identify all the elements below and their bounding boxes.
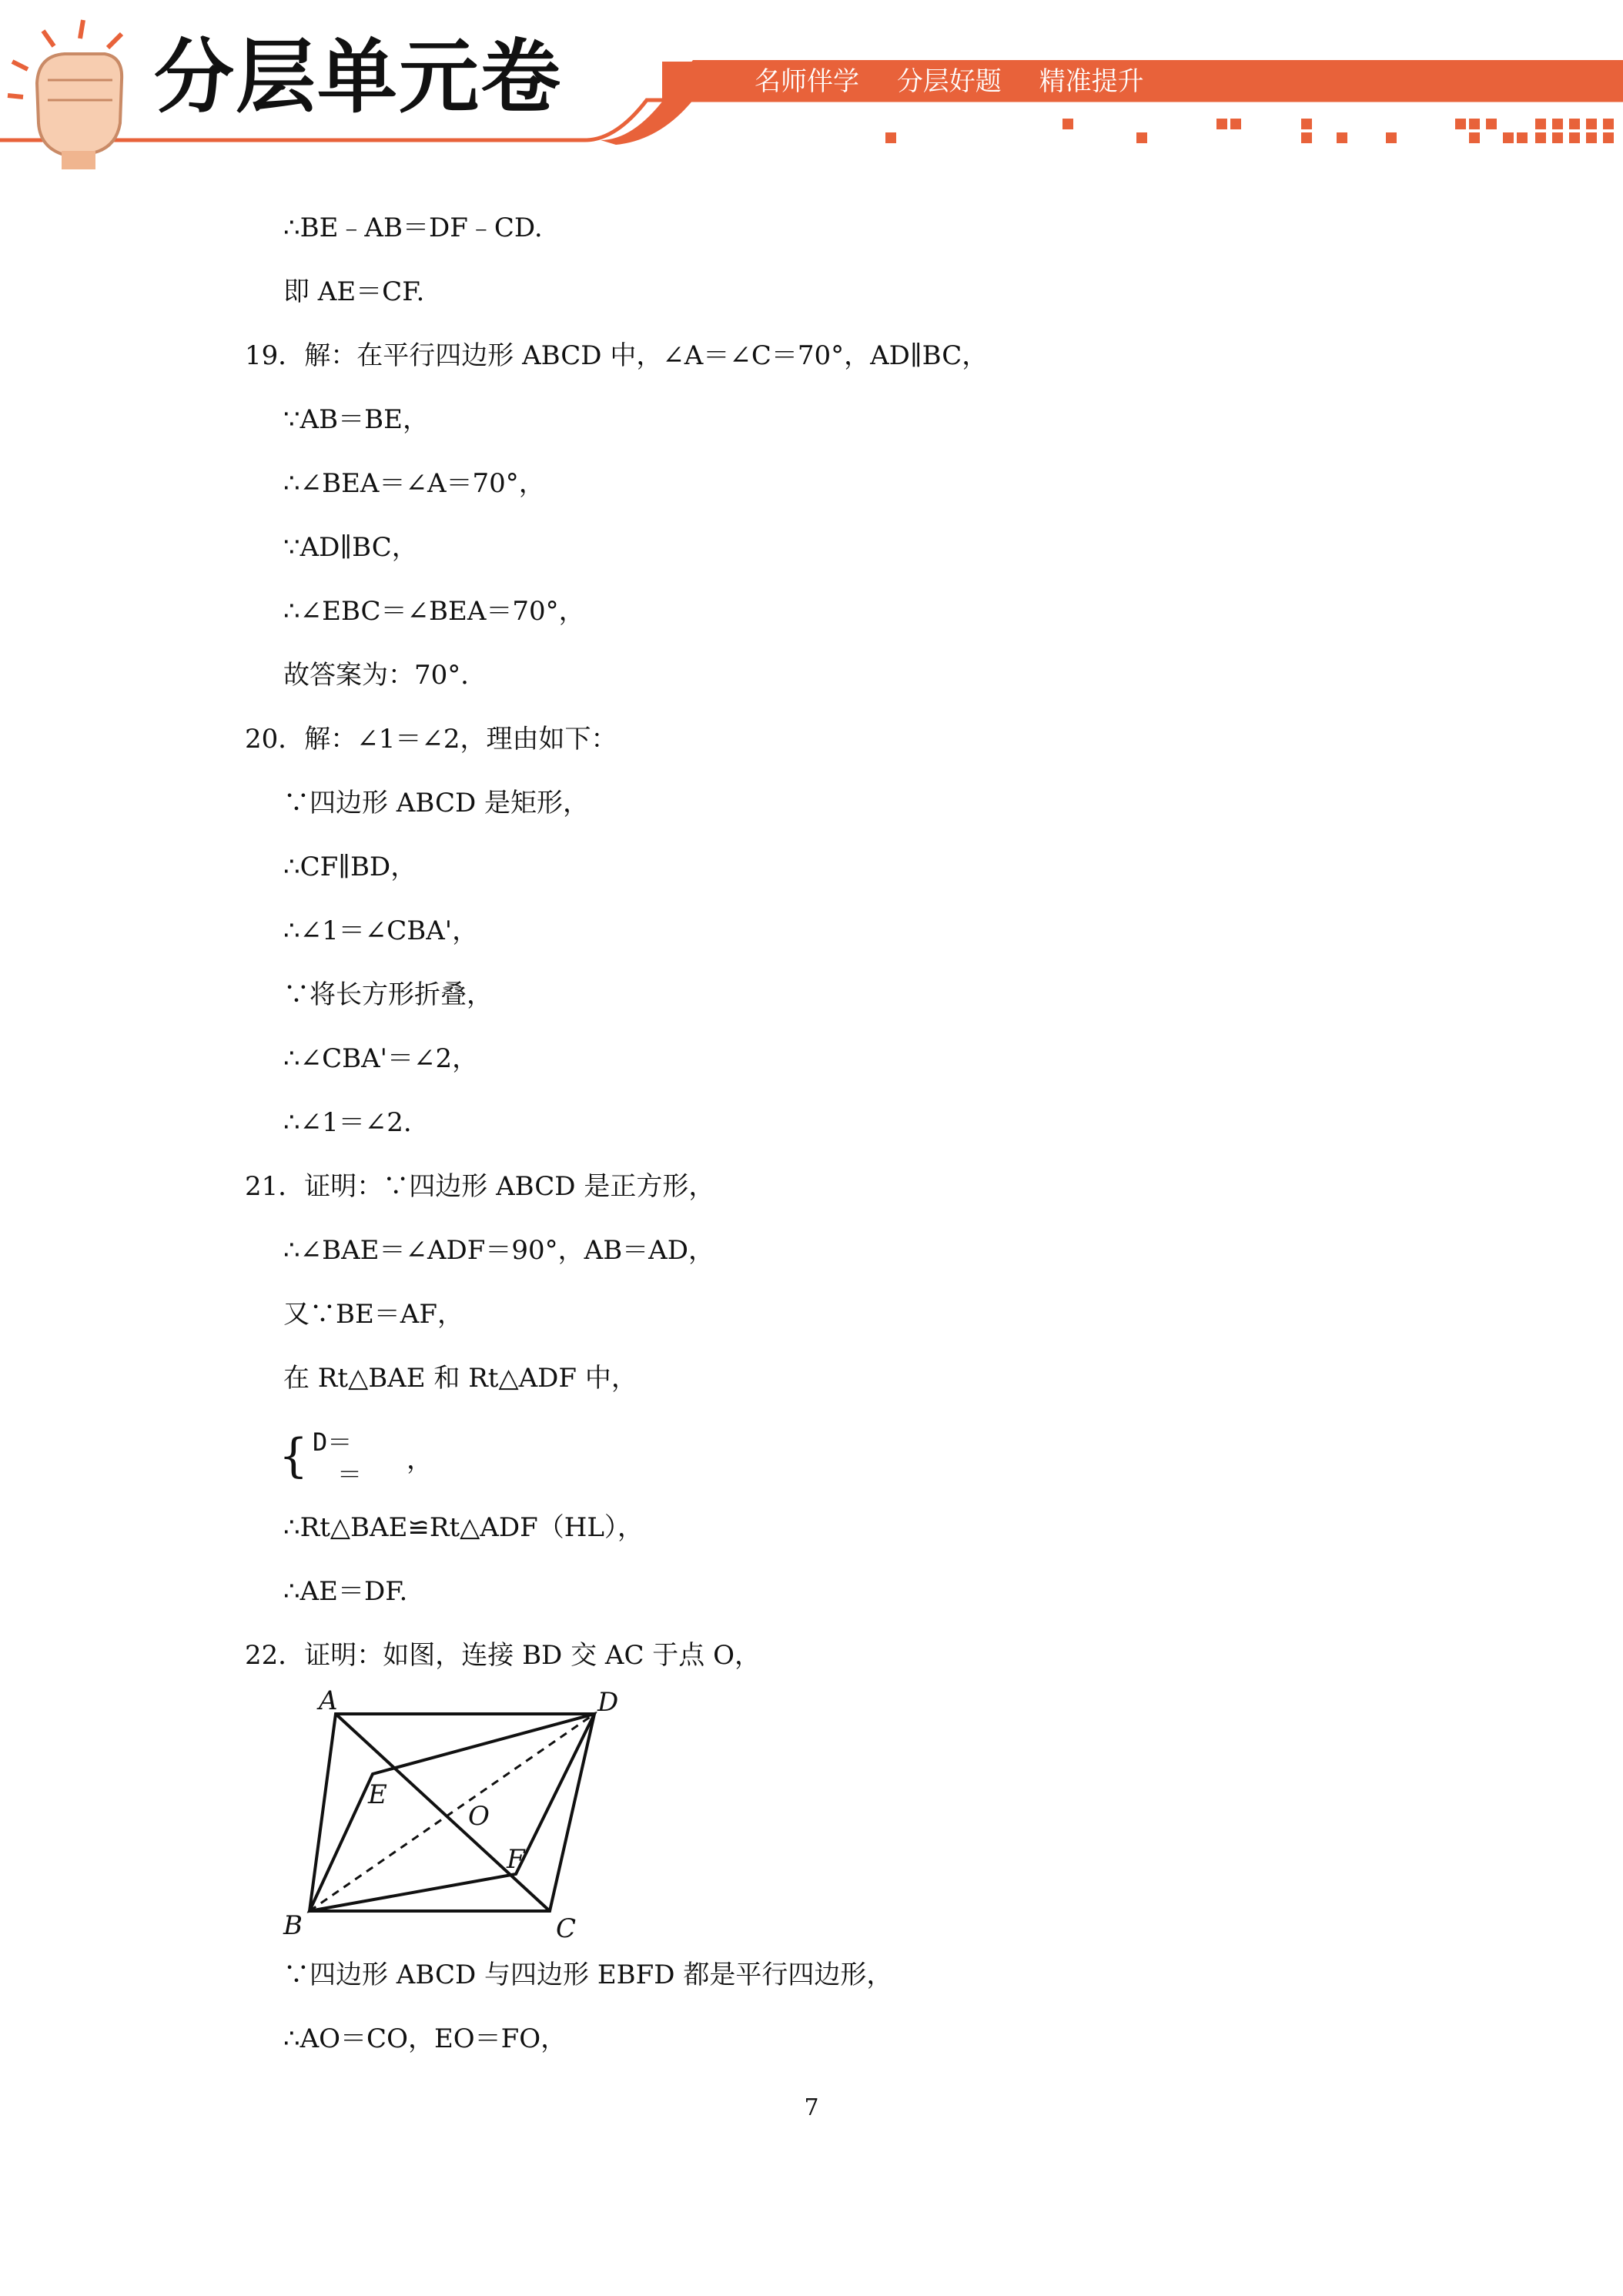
text-line: ∴BE﹣AB＝DF﹣CD. [283, 213, 543, 243]
text-line: ∵AD∥BC， [283, 532, 418, 563]
label-a: A [319, 1688, 338, 1716]
diagonal-ac [336, 1714, 550, 1911]
slogan-item: 名师伴学 [755, 66, 859, 97]
text-line: ∴∠BAE＝∠ADF＝90°，AB＝AD， [283, 1235, 714, 1266]
page-number: 7 [804, 2094, 819, 2121]
parallelogram-diagram [277, 1688, 631, 1942]
question-22-heading: 22．证明：如图，连接 BD 交 AC 于点 O， [245, 1640, 761, 1671]
slogan-item: 分层好题 [896, 66, 1002, 97]
answer-line: 故答案为：70°． [283, 660, 487, 691]
question-20-heading: 20．解：∠1＝∠2，理由如下： [245, 724, 617, 755]
text-line: ∵AB＝BE， [283, 404, 429, 435]
text-line: ∴∠CBA'＝∠2， [283, 1043, 479, 1074]
label-o: O [468, 1801, 490, 1832]
text-line: ∴∠1＝∠CBA'， [283, 915, 479, 946]
equation-row: ＝ [337, 1460, 363, 1489]
label-c: C [556, 1913, 577, 1942]
geometry-figure [277, 1688, 631, 1945]
text-line: ∵将长方形折叠， [283, 979, 493, 1010]
diagonal-bd-dashed [310, 1714, 594, 1911]
equation-comma: ， [407, 1444, 433, 1475]
question-19-heading: 19．解：在平行四边形 ABCD 中，∠A＝∠C＝70°，AD∥BC， [245, 340, 989, 371]
left-brace: { [279, 1429, 309, 1483]
label-b: B [283, 1910, 303, 1941]
text-line: 在 Rt△BAE 和 Rt△ADF 中， [283, 1363, 637, 1394]
question-21-heading: 21．证明：∵四边形 ABCD 是正方形， [245, 1171, 715, 1202]
text-line: 又∵BE＝AF， [283, 1299, 463, 1330]
label-d: D [597, 1688, 619, 1718]
slogan-item: 精准提升 [1039, 66, 1144, 97]
text-line: 即 AE＝CF. [283, 276, 425, 307]
fist-hand-icon [8, 20, 122, 169]
text-line: ∴∠BEA＝∠A＝70°， [283, 468, 545, 499]
text-line: ∵四边形 ABCD 与四边形 EBFD 都是平行四边形， [283, 1960, 893, 1990]
header-slogan [755, 62, 1173, 102]
equation-system [279, 1418, 479, 1495]
text-line: ∴∠1＝∠2. [283, 1107, 412, 1138]
label-e: E [368, 1779, 387, 1810]
text-line: ∴AE＝DF. [283, 1576, 408, 1607]
decorative-squares [885, 119, 1614, 143]
label-f: F [507, 1844, 525, 1875]
text-line: ∴∠EBC＝∠BEA＝70°， [283, 596, 585, 627]
text-line: ∴Rt△BAE≌Rt△ADF（HL）， [283, 1512, 644, 1543]
equation-row: D＝ [313, 1427, 353, 1457]
text-line: ∵四边形 ABCD 是矩形， [283, 788, 590, 818]
text-line: ∴CF∥BD， [283, 852, 417, 882]
brand-title: 分层单元卷 [154, 30, 563, 124]
text-line: ∴AO＝CO，EO＝FO， [283, 2023, 567, 2054]
page-header [0, 0, 1623, 177]
